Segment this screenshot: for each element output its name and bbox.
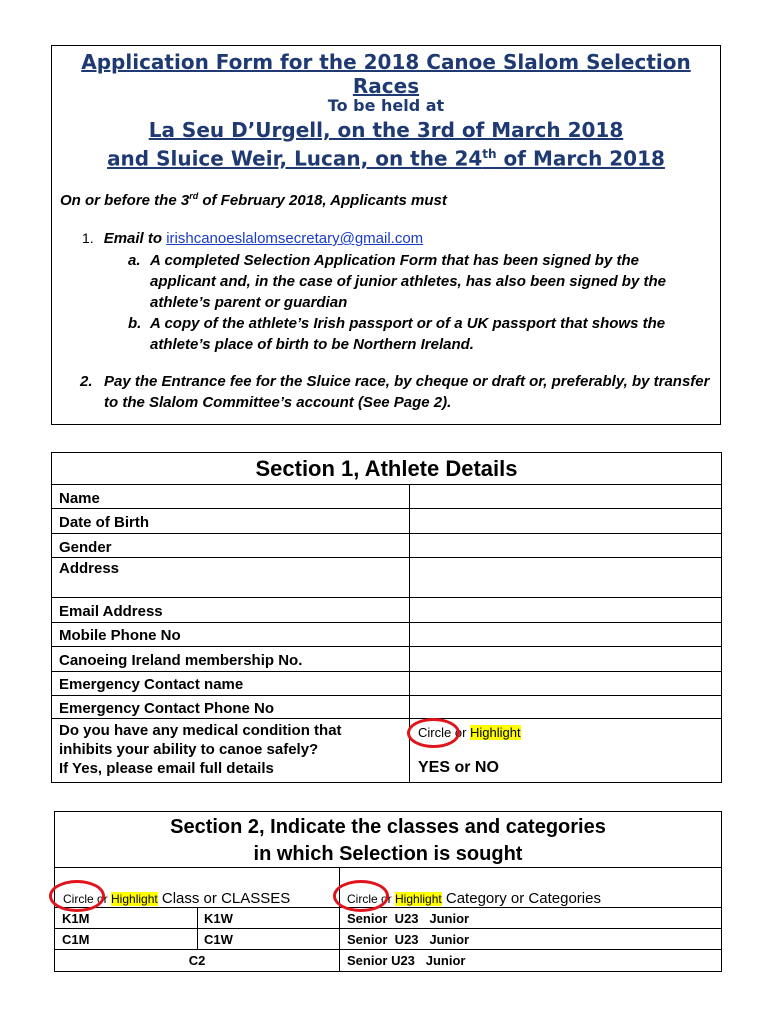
email-address-field[interactable] <box>411 598 721 622</box>
form-title: Application Form for the 2018 Canoe Slalom Selection Races <box>81 50 691 98</box>
emergency-contact-name-field[interactable] <box>411 672 721 695</box>
category-header: Circle or Highlight Category or Categories <box>347 890 601 907</box>
row-label-mobile: Mobile Phone No <box>59 627 181 644</box>
category-options[interactable]: Senior U23 Junior <box>347 911 470 926</box>
email-link[interactable]: irishcanoeslalomsecretary@gmail.com <box>166 230 424 247</box>
section-2-classes-categories <box>54 811 722 972</box>
venue-line-2: and Sluice Weir, Lucan, on the 24th of March 2018 <box>107 146 665 171</box>
row-divider <box>55 928 721 929</box>
date-of-birth-field[interactable] <box>411 509 721 533</box>
red-circle-annotation <box>333 880 389 912</box>
row-label-gender: Gender <box>59 539 112 556</box>
application-header-box <box>51 45 721 425</box>
gender-field[interactable] <box>411 534 721 557</box>
row-label-name: Name <box>59 490 100 507</box>
deadline-intro: On or before the 3rd of February 2018, Applicants must <box>60 191 447 209</box>
category-options[interactable]: Senior U23 Junior <box>347 932 470 947</box>
medical-question: Do you have any medical condition that inhibits your ability to canoe safely? If Yes, please email full details <box>59 722 342 777</box>
class-option-c1w[interactable]: C1W <box>204 932 233 947</box>
column-divider <box>339 867 340 971</box>
name-field[interactable] <box>411 485 721 508</box>
category-options[interactable]: Senior U23 Junior <box>347 953 466 968</box>
section-1-athlete-details <box>51 452 722 783</box>
class-option-k1m[interactable]: K1M <box>62 911 90 926</box>
venue-dates <box>52 118 720 171</box>
instruction-item-1: 1. Email to irishcanoeslalomsecretary@gmail.com <box>82 230 424 247</box>
yes-no-option[interactable]: YES or NO <box>418 759 499 776</box>
row-divider <box>55 907 721 908</box>
class-header: Circle or Highlight Class or CLASSES <box>63 890 291 907</box>
emergency-contact-phone-field[interactable] <box>411 696 721 718</box>
section-1-title: Section 1, Athlete Details <box>52 453 721 485</box>
instruction-item-1a: a. A completed Selection Application Form that has been signed by the applicant and, in the case of junior athletes, has also been signed by the athlete’s parent or guardian <box>128 252 666 311</box>
row-label-date-of-birth: Date of Birth <box>59 514 149 531</box>
address-field[interactable] <box>411 558 721 597</box>
row-divider <box>55 949 721 950</box>
row-divider <box>52 718 721 719</box>
row-label-address: Address <box>59 560 120 577</box>
row-label-emergency-phone: Emergency Contact Phone No <box>59 700 275 717</box>
red-circle-annotation <box>407 718 460 748</box>
class-option-c1m[interactable]: C1M <box>62 932 90 947</box>
section-2-title: Section 2, Indicate the classes and categories in which Selection is sought <box>55 812 721 868</box>
instruction-item-2: 2. Pay the Entrance fee for the Sluice race, by cheque or draft or, preferably, by transfer to the Slalom Committee’s account (See Page 2). <box>80 373 710 411</box>
instruction-item-1b: b. A copy of the athlete’s Irish passport or of a UK passport that shows the athlete’s place of birth to be Northern Ireland. <box>128 315 666 353</box>
medical-instruction: Circle or Highlight <box>418 725 521 740</box>
class-option-c2[interactable]: C2 <box>188 953 206 968</box>
form-subtitle: To be held at <box>327 96 445 115</box>
row-label-email: Email Address <box>59 603 163 620</box>
venue-line-1: La Seu D’Urgell, on the 3rd of March 2018 <box>148 118 624 142</box>
red-circle-annotation <box>49 880 105 912</box>
class-option-k1w[interactable]: K1W <box>204 911 233 926</box>
row-label-membership: Canoeing Ireland membership No. <box>59 652 303 669</box>
row-label-emergency-name: Emergency Contact name <box>59 676 244 693</box>
membership-number-field[interactable] <box>411 647 721 671</box>
mobile-phone-field[interactable] <box>411 623 721 646</box>
